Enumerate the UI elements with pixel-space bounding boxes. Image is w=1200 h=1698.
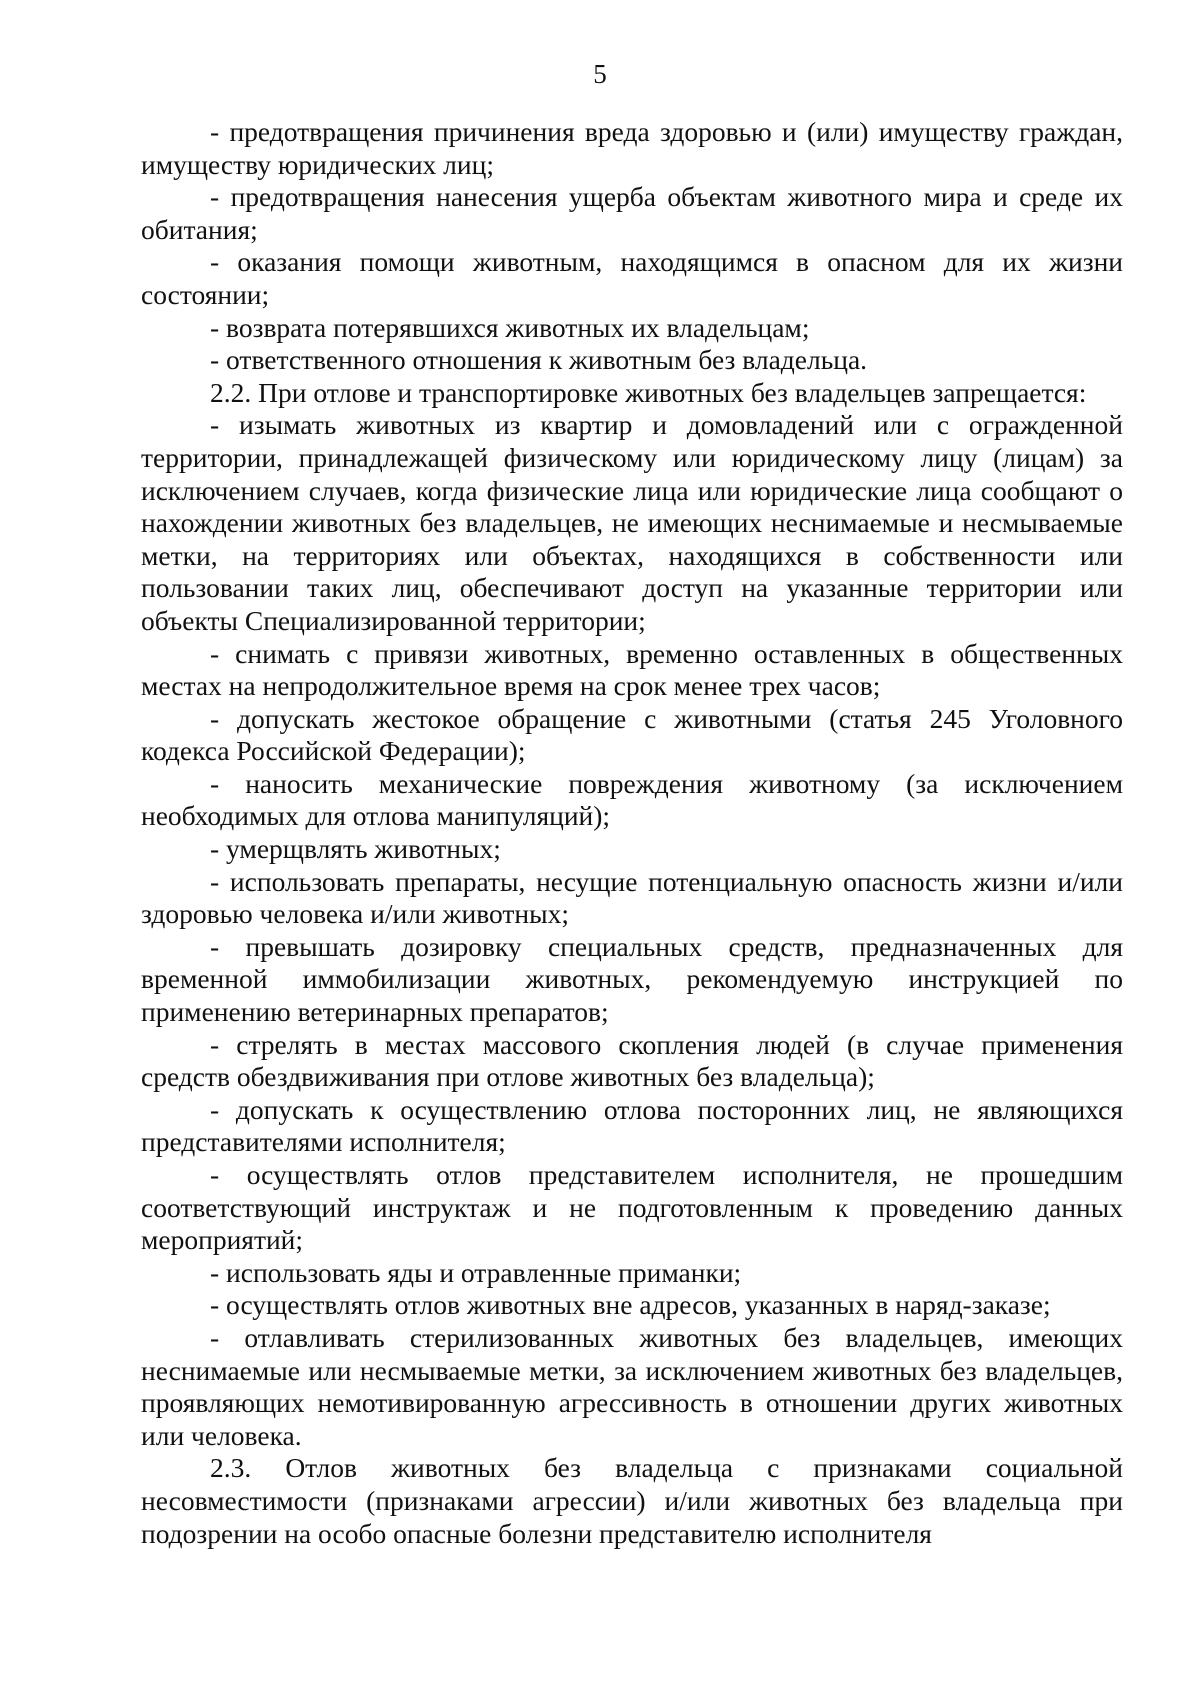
paragraph-no-untrained-staff: - осуществлять отлов представителем исполнителя, не прошедшим соответствующий инструктаж и не подготовленным к проведению данных мероприятий; [141,1159,1123,1256]
paragraph-no-shooting: - стрелять в местах массового скопления людей (в случае применения средств обездвиживания при отлове животных без владельца); [141,1028,1123,1093]
paragraph-responsible-treatment: - ответственного отношения к животным без владельца. [210,344,868,376]
paragraph-return-to-owners: - возврата потерявшихся животных их владельцам; [210,311,810,343]
paragraph-no-outside-addresses: - осуществлять отлов животных вне адресов, указанных в наряд-заказе; [210,1289,1051,1321]
section-2-3-text: 2.3. Отлов животных без владельца с признаками социальной несовместимости (признаками агрессии) и/или животных без владельца при подозрении на особо опасные болезни представителю исполнителя [141,1452,1123,1549]
section-2-2-heading: 2.2. При отлове и транспортировке животных без владельцев запрещается: [210,376,1087,408]
paragraph-no-injury: - наносить механические повреждения животному (за исключением необходимых для отлова манипуляций); [141,767,1123,832]
paragraph-no-dangerous-drugs: - использовать препараты, несущие потенциальную опасность жизни и/или здоровью человека и/или животных; [141,865,1123,930]
page-number: 5 [593,59,607,89]
document-body [141,116,1123,1550]
paragraph-no-cruelty: - допускать жестокое обращение с животными (статья 245 Уголовного кодекса Российской Федерации); [141,702,1123,767]
paragraph-no-sterilized-capture: - отлавливать стерилизованных животных без владельцев, имеющих неснимаемые или несмываемые метки, за исключением животных без владельцев, проявляющих немотивированную агрессивность в отношении других животных или человека. [141,1321,1123,1451]
paragraph-animal-help: - оказания помощи животным, находящимся в опасном для их жизни состоянии; [141,246,1123,310]
paragraph-no-outsiders: - допускать к осуществлению отлова посторонних лиц, не являющихся представителями исполнителя; [141,1093,1123,1158]
paragraph-no-overdose: - превышать дозировку специальных средств, предназначенных для временной иммобилизации животных, рекомендуемую инструкцией по применению ветеринарных препаратов; [141,930,1123,1028]
paragraph-no-poison: - использовать яды и отравленные приманки; [210,1256,742,1288]
paragraph-harm-prevention: - предотвращения причинения вреда здоровью и (или) имуществу граждан, имуществу юридических лиц; [141,116,1123,180]
paragraph-no-seizure: - изымать животных из квартир и домовладений или с огражденной территории, принадлежащей физическому или юридическому лицу (лицам) за исключением случаев, когда физические лица или юридические лица сообщают о нахождении животных без владельцев, не имеющих неснимаемые и несмываемые метки, на территориях или объектах, находящихся в собственности или пользовании таких лиц, обеспечивают доступ на указанные территории или объекты Специализированной территории; [141,409,1123,636]
paragraph-no-killing: - умерщвлять животных; [210,833,501,865]
paragraph-no-untethering: - снимать с привязи животных, временно оставленных в общественных местах на непродолжительное время на срок менее трех часов; [141,637,1123,702]
paragraph-wildlife-protection: - предотвращения нанесения ущерба объектам животного мира и среде их обитания; [141,181,1123,245]
